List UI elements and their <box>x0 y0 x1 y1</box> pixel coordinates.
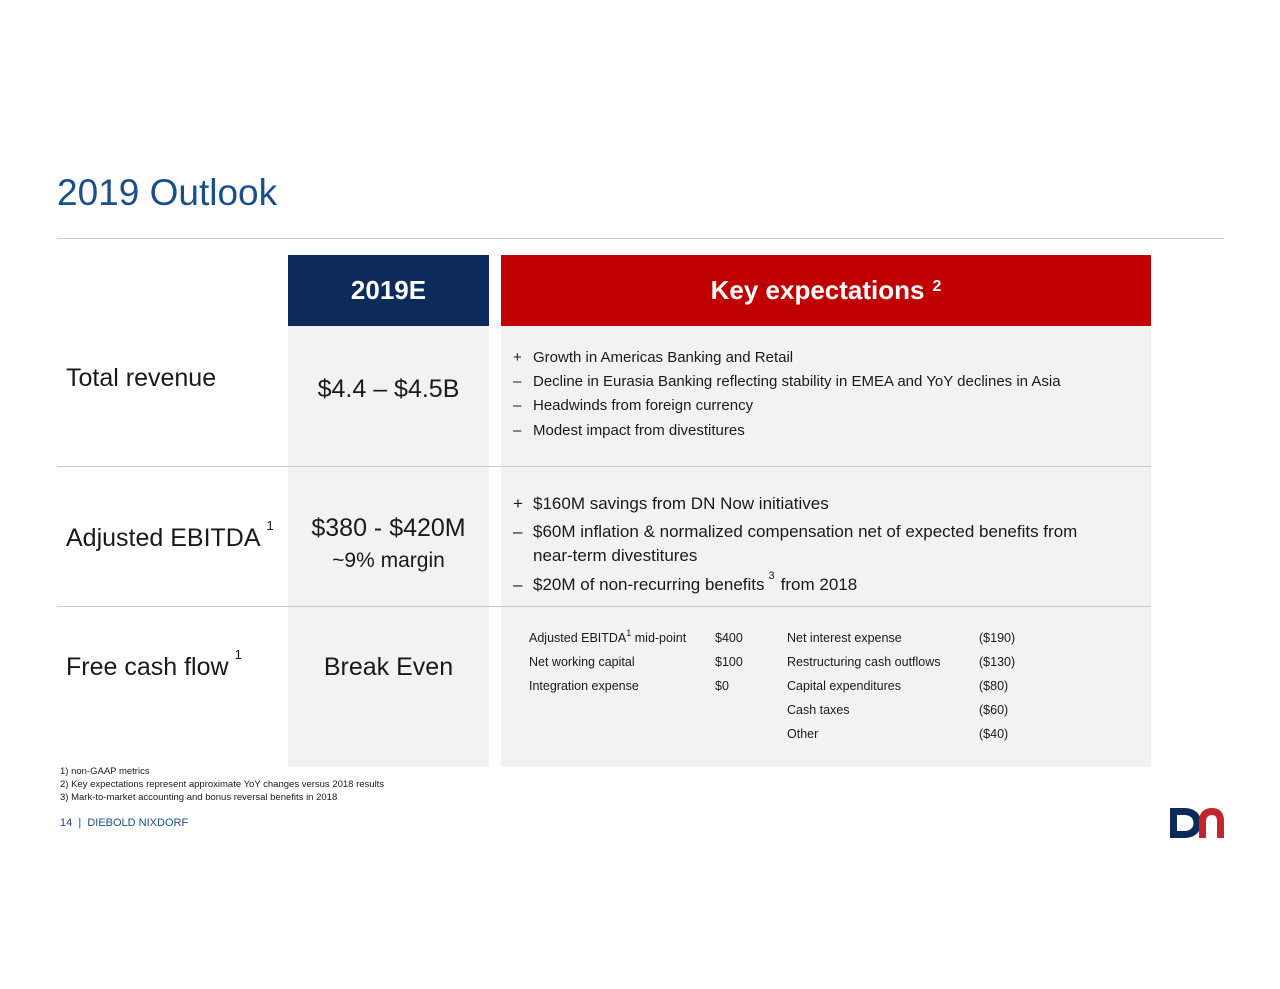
fcf-table-right-label: Cash taxes <box>787 703 850 717</box>
bullet-text: Decline in Eurasia Banking reflecting stability in EMEA and YoY declines in Asia <box>533 373 1061 390</box>
fcf-table-right-label: Other <box>787 727 819 741</box>
bullet-text: Growth in Americas Banking and Retail <box>533 349 794 366</box>
bullet-text: $60M inflation & normalized compensation net of expected benefits from <box>533 522 1078 541</box>
title-divider <box>57 238 1224 239</box>
ebitda-margin: ~9% margin <box>332 549 445 572</box>
bullet-text: $20M of non-recurring benefits <box>533 575 765 594</box>
fcf-table-right-value: ($40) <box>979 727 1009 741</box>
fcf-table-right-value: ($60) <box>979 703 1009 717</box>
footnote: 2) Key expectations represent approximate YoY changes versus 2018 results <box>60 779 385 790</box>
expectations-header-label: Key expectations <box>710 275 925 305</box>
expectations-header <box>501 255 1151 326</box>
fcf-table-right-value: ($190) <box>979 631 1016 645</box>
fcf-table-left-value: $400 <box>715 631 743 645</box>
ebitda-row-label <box>66 518 274 553</box>
bullet-symbol: – <box>513 575 523 594</box>
cell-text-after: mid-point <box>631 631 687 645</box>
revenue-label-text: Total revenue <box>66 364 217 392</box>
ebitda-bullet <box>513 570 858 595</box>
bullet-symbol: – <box>513 397 522 414</box>
footnote: 1) non-GAAP metrics <box>60 766 150 777</box>
fcf-footnote-ref: 1 <box>234 647 242 662</box>
fcf-table-right-value: ($130) <box>979 655 1016 669</box>
bullet-symbol: – <box>513 373 522 390</box>
revenue-bullet <box>513 397 753 414</box>
cell-text: Adjusted EBITDA <box>529 631 627 645</box>
fcf-table-left-label <box>529 628 687 645</box>
page-footer: 14 | DIEBOLD NIXDORF <box>60 817 189 829</box>
bullet-text: $160M savings from DN Now initiatives <box>533 494 829 513</box>
page-title: 2019 Outlook <box>57 172 278 213</box>
revenue-estimate-value: $4.4 – $4.5B <box>317 375 460 403</box>
bullet-symbol: + <box>513 349 522 366</box>
fcf-table-left-label: Integration expense <box>529 679 639 693</box>
ebitda-bullet <box>513 494 829 514</box>
fcf-table-left-label: Net working capital <box>529 655 635 669</box>
bullet-symbol: + <box>513 494 523 513</box>
revenue-bullet <box>513 349 793 366</box>
bullet-symbol: – <box>513 422 522 439</box>
cell-footnote-ref: 1 <box>626 628 632 638</box>
fcf-table-left-value: $0 <box>715 679 729 693</box>
ebitda-label-text: Adjusted EBITDA <box>66 524 261 552</box>
fcf-table-right-label: Net interest expense <box>787 631 902 645</box>
bullet-text: Modest impact from divestitures <box>533 422 745 439</box>
fcf-estimate-value: Break Even <box>323 653 454 681</box>
bullet-text: near-term divestitures <box>533 546 698 565</box>
revenue-row-label <box>66 364 216 393</box>
ebitda-bullet-continuation <box>533 546 697 566</box>
row-divider-1 <box>57 466 1151 467</box>
estimate-header <box>288 255 489 326</box>
fcf-table-right-value: ($80) <box>979 679 1009 693</box>
bullet-symbol: – <box>513 522 523 541</box>
ebitda-bullet <box>513 522 1077 542</box>
estimate-header-label: 2019E <box>350 275 427 305</box>
fcf-row-label <box>66 647 242 682</box>
fcf-table-right-label: Restructuring cash outflows <box>787 655 941 669</box>
bullet-text-after: from 2018 <box>780 575 858 594</box>
fcf-table-left-value: $100 <box>715 655 743 669</box>
row-divider-2 <box>57 606 1151 607</box>
dn-logo-svg <box>1168 806 1226 840</box>
fcf-table-right-label: Capital expenditures <box>787 679 901 693</box>
fcf-label-text: Free cash flow <box>66 653 229 681</box>
expectations-footnote-ref: 2 <box>932 277 942 295</box>
ebitda-footnote-ref: 1 <box>266 518 274 533</box>
bullet-text: Headwinds from foreign currency <box>533 397 754 414</box>
ebitda-estimate-value: $380 - $420M <box>311 514 466 542</box>
bullet-footnote-ref: 3 <box>768 570 775 582</box>
diebold-nixdorf-dn-logo-icon <box>1168 806 1226 840</box>
footnote: 3) Mark-to-market accounting and bonus reversal benefits in 2018 <box>60 792 338 803</box>
revenue-bullet <box>513 373 1061 390</box>
revenue-bullet <box>513 422 745 439</box>
